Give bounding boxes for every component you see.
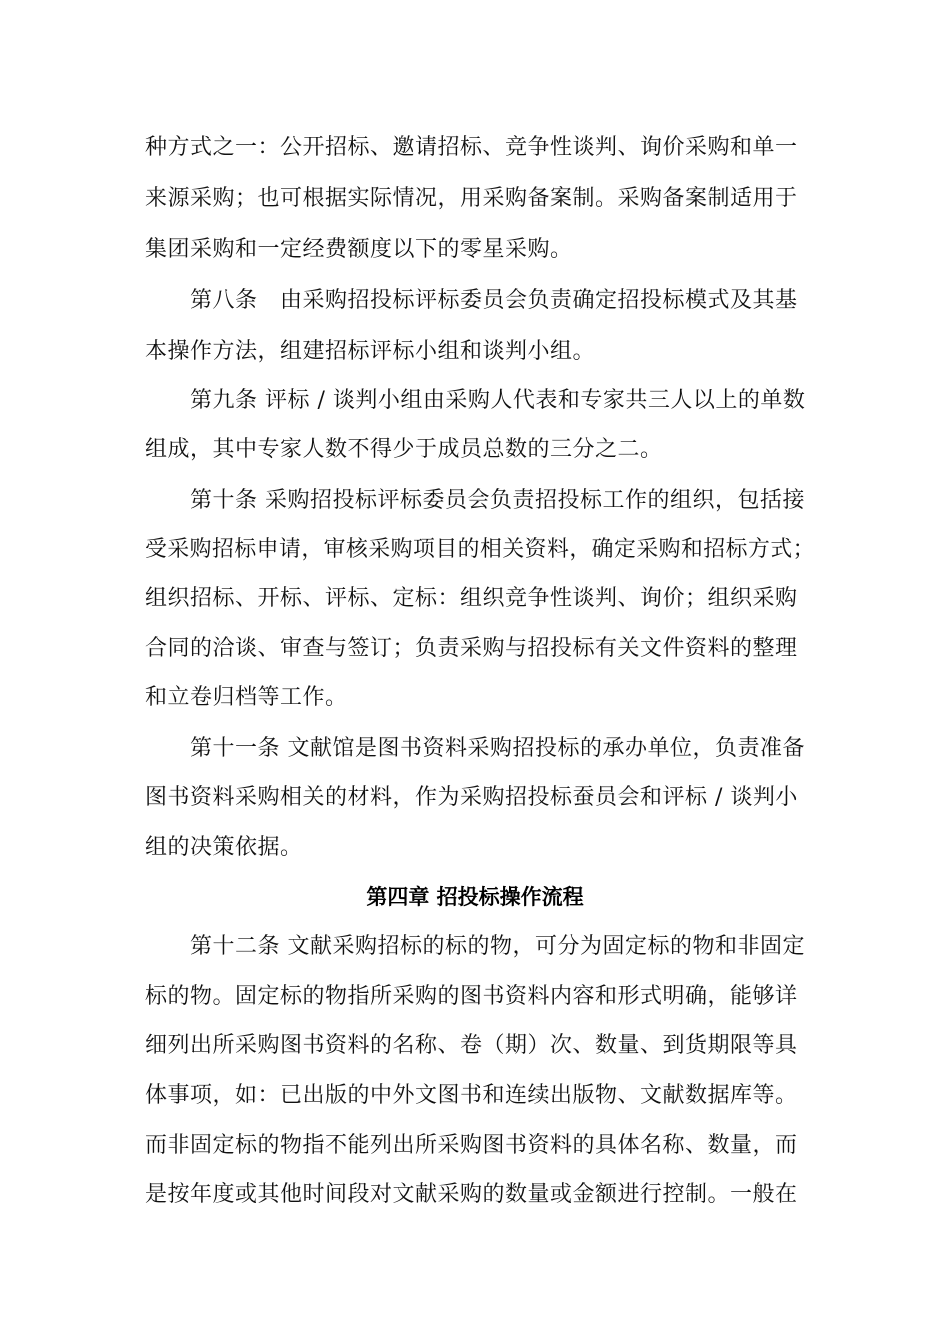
text-line: 细列出所采购图书资料的名称、卷（期）次、数量、到货期限等具 bbox=[145, 1033, 798, 1058]
article-8-line: 第八条 由采购招投标评标委员会负责确定招投标模式及其基 bbox=[190, 288, 798, 313]
text-line: 本操作方法，组建招标评标小组和谈判小组。 bbox=[145, 339, 596, 364]
text-line: 来源采购；也可根据实际情况，用采购备案制。采购备案制适用于 bbox=[145, 186, 798, 211]
text-line: 集团采购和一定经费额度以下的零星采购。 bbox=[145, 237, 573, 262]
text-line: 图书资料采购相关的材料，作为采购招投标蚕员会和评标 / 谈判小 bbox=[145, 785, 798, 810]
chapter-heading: 第四章 招投标操作流程 bbox=[366, 885, 584, 909]
article-11-line: 第十一条 文献馆是图书资料采购招投标的承办单位，负责准备 bbox=[190, 736, 805, 761]
text-line: 体事项，如：已出版的中外文图书和连续出版物、文献数据库等。 bbox=[145, 1083, 798, 1108]
article-10-line: 第十条 采购招投标评标委员会负责招投标工作的组织，包括接 bbox=[190, 488, 805, 513]
text-line: 组的决策依据。 bbox=[145, 835, 303, 860]
text-line: 受采购招标申请，审核采购项目的相关资料，确定采购和招标方式； bbox=[145, 537, 816, 562]
text-line: 组织招标、开标、评标、定标：组织竞争性谈判、询价；组织采购 bbox=[145, 586, 798, 611]
article-9-line: 第九条 评标 / 谈判小组由采购人代表和专家共三人以上的单数 bbox=[190, 388, 806, 413]
text-line: 标的物。固定标的物指所采购的图书资料内容和形式明确，能够详 bbox=[145, 984, 798, 1009]
text-line: 种方式之一：公开招标、邀请招标、竞争性谈判、询价采购和单一 bbox=[145, 135, 798, 160]
text-line: 组成，其中专家人数不得少于成员总数的三分之二。 bbox=[145, 437, 663, 462]
text-line: 合同的洽谈、审查与签订；负责采购与招投标有关文件资料的整理 bbox=[145, 636, 798, 661]
text-line: 和立卷归档等工作。 bbox=[145, 685, 348, 710]
article-12-line: 第十二条 文献采购招标的标的物，可分为固定标的物和非固定 bbox=[190, 934, 805, 959]
text-line: 是按年度或其他时间段对文献采购的数量或金额进行控制。一般在 bbox=[145, 1182, 798, 1207]
text-line: 而非固定标的物指不能列出所采购图书资料的具体名称、数量，而 bbox=[145, 1133, 798, 1158]
